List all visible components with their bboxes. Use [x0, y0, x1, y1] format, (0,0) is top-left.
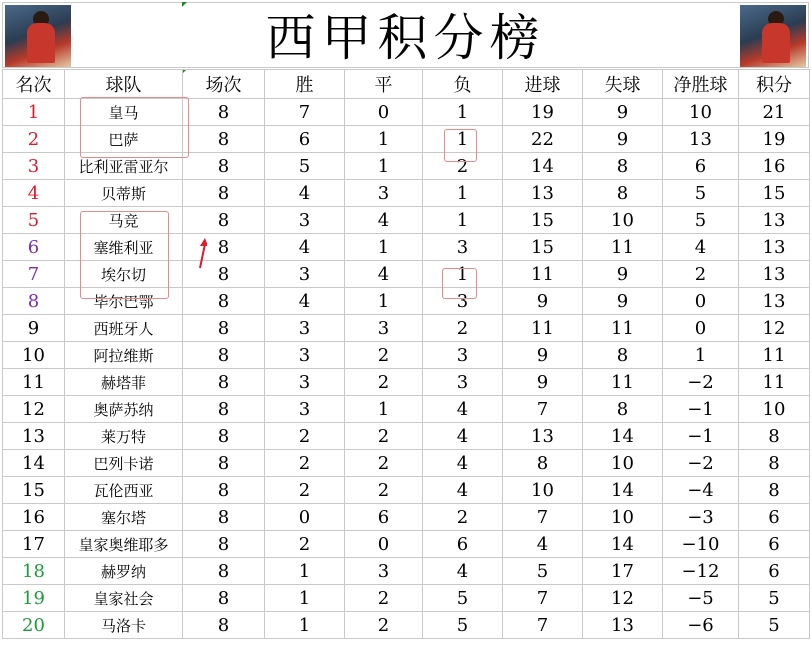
cell-gd: −4 [663, 477, 739, 504]
cell-ga: 12 [583, 585, 663, 612]
cell-gd: −2 [663, 450, 739, 477]
cell-rank: 18 [3, 558, 65, 585]
cell-drawn: 2 [345, 585, 423, 612]
cell-team: 莱万特 [65, 423, 183, 450]
cell-played: 8 [183, 477, 265, 504]
cell-gf: 14 [503, 153, 583, 180]
table-row [3, 531, 810, 558]
cell-drawn: 0 [345, 99, 423, 126]
table-row [3, 450, 810, 477]
cell-drawn: 2 [345, 612, 423, 639]
table-row [3, 369, 810, 396]
cell-played: 8 [183, 99, 265, 126]
cell-won: 3 [265, 207, 345, 234]
cell-pts: 8 [739, 450, 810, 477]
cell-won: 4 [265, 234, 345, 261]
cell-ga: 8 [583, 180, 663, 207]
cell-rank: 4 [3, 180, 65, 207]
cell-won: 3 [265, 261, 345, 288]
cell-rank: 20 [3, 612, 65, 639]
cell-lost: 1 [423, 207, 503, 234]
cell-gd: −1 [663, 396, 739, 423]
cell-played: 8 [183, 396, 265, 423]
cell-rank: 14 [3, 450, 65, 477]
table-row [3, 612, 810, 639]
cell-drawn: 2 [345, 450, 423, 477]
cell-pts: 13 [739, 288, 810, 315]
cell-won: 6 [265, 126, 345, 153]
cell-gf: 11 [503, 315, 583, 342]
cell-gd: 4 [663, 234, 739, 261]
cell-lost: 2 [423, 153, 503, 180]
cell-pts: 12 [739, 315, 810, 342]
cell-pts: 8 [739, 477, 810, 504]
cell-gd: 5 [663, 207, 739, 234]
cell-gf: 15 [503, 234, 583, 261]
cell-lost: 3 [423, 369, 503, 396]
table-row [3, 558, 810, 585]
cell-rank: 19 [3, 585, 65, 612]
cell-played: 8 [183, 450, 265, 477]
cell-gf: 7 [503, 504, 583, 531]
cell-ga: 14 [583, 423, 663, 450]
cell-team: 巴列卡诺 [65, 450, 183, 477]
cell-won: 3 [265, 342, 345, 369]
cell-ga: 10 [583, 207, 663, 234]
cell-ga: 10 [583, 504, 663, 531]
cell-gd: 0 [663, 288, 739, 315]
cell-team: 西班牙人 [65, 315, 183, 342]
cell-ga: 9 [583, 261, 663, 288]
cell-gf: 19 [503, 99, 583, 126]
title-bar [2, 2, 809, 68]
cell-played: 8 [183, 504, 265, 531]
table-row [3, 315, 810, 342]
cell-gd: 13 [663, 126, 739, 153]
cell-ga: 14 [583, 531, 663, 558]
cell-team: 塞维利亚 [65, 234, 183, 261]
cell-played: 8 [183, 207, 265, 234]
cell-gd: 2 [663, 261, 739, 288]
cell-team: 皇家奥维耶多 [65, 531, 183, 558]
cell-lost: 4 [423, 423, 503, 450]
cell-played: 8 [183, 558, 265, 585]
cell-gf: 9 [503, 288, 583, 315]
cell-lost: 2 [423, 504, 503, 531]
cell-rank: 16 [3, 504, 65, 531]
cell-pts: 13 [739, 234, 810, 261]
cell-team: 赫罗纳 [65, 558, 183, 585]
table-row [3, 342, 810, 369]
cell-drawn: 1 [345, 153, 423, 180]
cell-played: 8 [183, 612, 265, 639]
cell-rank: 17 [3, 531, 65, 558]
cell-drawn: 4 [345, 207, 423, 234]
cell-rank: 5 [3, 207, 65, 234]
cell-drawn: 3 [345, 315, 423, 342]
cell-gf: 7 [503, 585, 583, 612]
cell-played: 8 [183, 585, 265, 612]
cell-played: 8 [183, 180, 265, 207]
cell-gf: 15 [503, 207, 583, 234]
cell-won: 1 [265, 585, 345, 612]
header-row [3, 70, 810, 99]
cell-rank: 10 [3, 342, 65, 369]
cell-won: 1 [265, 612, 345, 639]
cell-team: 马洛卡 [65, 612, 183, 639]
cell-ga: 11 [583, 315, 663, 342]
cell-rank: 13 [3, 423, 65, 450]
standings-table [2, 69, 810, 639]
cell-team: 毕尔巴鄂 [65, 288, 183, 315]
cell-gd: −12 [663, 558, 739, 585]
page-title: 西甲积分榜 [265, 9, 546, 67]
cell-won: 0 [265, 504, 345, 531]
cell-team: 埃尔切 [65, 261, 183, 288]
cell-drawn: 0 [345, 531, 423, 558]
cell-played: 8 [183, 126, 265, 153]
cell-drawn: 4 [345, 261, 423, 288]
cell-team: 巴萨 [65, 126, 183, 153]
table-row [3, 477, 810, 504]
cell-lost: 3 [423, 288, 503, 315]
cell-team: 阿拉维斯 [65, 342, 183, 369]
cell-won: 7 [265, 99, 345, 126]
header-drawn: 平 [345, 70, 423, 99]
cell-gf: 5 [503, 558, 583, 585]
cell-rank: 12 [3, 396, 65, 423]
table-body [3, 99, 810, 639]
cell-rank: 11 [3, 369, 65, 396]
cell-played: 8 [183, 423, 265, 450]
cell-ga: 9 [583, 288, 663, 315]
cell-pts: 8 [739, 423, 810, 450]
cell-rank: 7 [3, 261, 65, 288]
cell-ga: 11 [583, 234, 663, 261]
cell-team: 比利亚雷亚尔 [65, 153, 183, 180]
cell-played: 8 [183, 315, 265, 342]
header-gf: 进球 [503, 70, 583, 99]
cell-gf: 11 [503, 261, 583, 288]
cell-team: 皇家社会 [65, 585, 183, 612]
cell-lost: 4 [423, 477, 503, 504]
cell-gd: −10 [663, 531, 739, 558]
table-row [3, 180, 810, 207]
cell-lost: 2 [423, 315, 503, 342]
cell-played: 8 [183, 153, 265, 180]
cell-drawn: 3 [345, 558, 423, 585]
cell-rank: 9 [3, 315, 65, 342]
cell-drawn: 6 [345, 504, 423, 531]
cell-rank: 1 [3, 99, 65, 126]
cell-gd: 10 [663, 99, 739, 126]
cell-rank: 2 [3, 126, 65, 153]
cell-gf: 7 [503, 396, 583, 423]
cell-ga: 11 [583, 369, 663, 396]
cell-pts: 11 [739, 369, 810, 396]
header-lost: 负 [423, 70, 503, 99]
header-rank: 名次 [3, 70, 65, 99]
cell-gf: 13 [503, 180, 583, 207]
cell-gd: −2 [663, 369, 739, 396]
cell-team: 赫塔菲 [65, 369, 183, 396]
cell-pts: 6 [739, 504, 810, 531]
cell-won: 3 [265, 315, 345, 342]
cell-lost: 1 [423, 126, 503, 153]
cell-gf: 13 [503, 423, 583, 450]
header-ga: 失球 [583, 70, 663, 99]
table-row [3, 126, 810, 153]
cell-ga: 14 [583, 477, 663, 504]
cell-pts: 13 [739, 261, 810, 288]
cell-comment-marker [182, 2, 187, 7]
cell-gd: 0 [663, 315, 739, 342]
cell-pts: 6 [739, 558, 810, 585]
cell-lost: 1 [423, 261, 503, 288]
cell-drawn: 1 [345, 288, 423, 315]
cell-gd: −3 [663, 504, 739, 531]
cell-gf: 8 [503, 450, 583, 477]
red-arrow-icon [197, 238, 207, 270]
cell-gf: 4 [503, 531, 583, 558]
cell-ga: 8 [583, 153, 663, 180]
cell-team: 奥萨苏纳 [65, 396, 183, 423]
cell-gf: 9 [503, 342, 583, 369]
cell-lost: 4 [423, 558, 503, 585]
cell-won: 3 [265, 369, 345, 396]
cell-rank: 3 [3, 153, 65, 180]
cell-gd: 5 [663, 180, 739, 207]
cell-drawn: 2 [345, 477, 423, 504]
cell-team: 贝蒂斯 [65, 180, 183, 207]
cell-won: 2 [265, 450, 345, 477]
cell-gf: 22 [503, 126, 583, 153]
cell-won: 2 [265, 477, 345, 504]
cell-lost: 3 [423, 342, 503, 369]
cell-gd: −6 [663, 612, 739, 639]
cell-pts: 21 [739, 99, 810, 126]
cell-gd: 1 [663, 342, 739, 369]
player-logo-right [740, 5, 806, 67]
table-row [3, 234, 810, 261]
cell-ga: 8 [583, 396, 663, 423]
cell-pts: 5 [739, 585, 810, 612]
table-row [3, 261, 810, 288]
table-row [3, 288, 810, 315]
cell-ga: 17 [583, 558, 663, 585]
cell-pts: 10 [739, 396, 810, 423]
cell-gd: −5 [663, 585, 739, 612]
cell-won: 4 [265, 288, 345, 315]
table-row [3, 585, 810, 612]
header-pts: 积分 [739, 70, 810, 99]
cell-pts: 16 [739, 153, 810, 180]
cell-played: 8 [183, 342, 265, 369]
cell-gd: 6 [663, 153, 739, 180]
cell-drawn: 2 [345, 342, 423, 369]
cell-team: 塞尔塔 [65, 504, 183, 531]
cell-team: 瓦伦西亚 [65, 477, 183, 504]
cell-played: 8 [183, 234, 265, 261]
cell-played: 8 [183, 261, 265, 288]
table-row [3, 207, 810, 234]
cell-drawn: 1 [345, 396, 423, 423]
cell-drawn: 2 [345, 369, 423, 396]
cell-drawn: 3 [345, 180, 423, 207]
cell-ga: 13 [583, 612, 663, 639]
cell-pts: 6 [739, 531, 810, 558]
cell-lost: 5 [423, 612, 503, 639]
cell-gf: 10 [503, 477, 583, 504]
cell-rank: 15 [3, 477, 65, 504]
header-team: 球队 [65, 70, 183, 99]
table-row [3, 153, 810, 180]
cell-lost: 4 [423, 396, 503, 423]
cell-gd: −1 [663, 423, 739, 450]
table-row [3, 396, 810, 423]
cell-pts: 5 [739, 612, 810, 639]
cell-lost: 1 [423, 180, 503, 207]
cell-lost: 4 [423, 450, 503, 477]
table-row [3, 423, 810, 450]
header-played: 场次 [183, 70, 265, 99]
cell-won: 2 [265, 423, 345, 450]
table-row [3, 504, 810, 531]
cell-drawn: 1 [345, 234, 423, 261]
cell-won: 3 [265, 396, 345, 423]
cell-rank: 6 [3, 234, 65, 261]
cell-lost: 1 [423, 99, 503, 126]
header-gd: 净胜球 [663, 70, 739, 99]
cell-ga: 10 [583, 450, 663, 477]
cell-drawn: 1 [345, 126, 423, 153]
table-row [3, 99, 810, 126]
cell-won: 1 [265, 558, 345, 585]
cell-pts: 13 [739, 207, 810, 234]
cell-lost: 6 [423, 531, 503, 558]
cell-pts: 11 [739, 342, 810, 369]
cell-ga: 8 [583, 342, 663, 369]
cell-ga: 9 [583, 126, 663, 153]
cell-won: 4 [265, 180, 345, 207]
cell-team: 皇马 [65, 99, 183, 126]
cell-played: 8 [183, 288, 265, 315]
cell-gf: 7 [503, 612, 583, 639]
cell-drawn: 2 [345, 423, 423, 450]
cell-pts: 15 [739, 180, 810, 207]
cell-played: 8 [183, 531, 265, 558]
cell-gf: 9 [503, 369, 583, 396]
cell-pts: 19 [739, 126, 810, 153]
cell-team: 马竞 [65, 207, 183, 234]
cell-rank: 8 [3, 288, 65, 315]
header-won: 胜 [265, 70, 345, 99]
cell-played: 8 [183, 369, 265, 396]
cell-won: 2 [265, 531, 345, 558]
cell-lost: 3 [423, 234, 503, 261]
cell-ga: 9 [583, 99, 663, 126]
cell-won: 5 [265, 153, 345, 180]
cell-lost: 5 [423, 585, 503, 612]
